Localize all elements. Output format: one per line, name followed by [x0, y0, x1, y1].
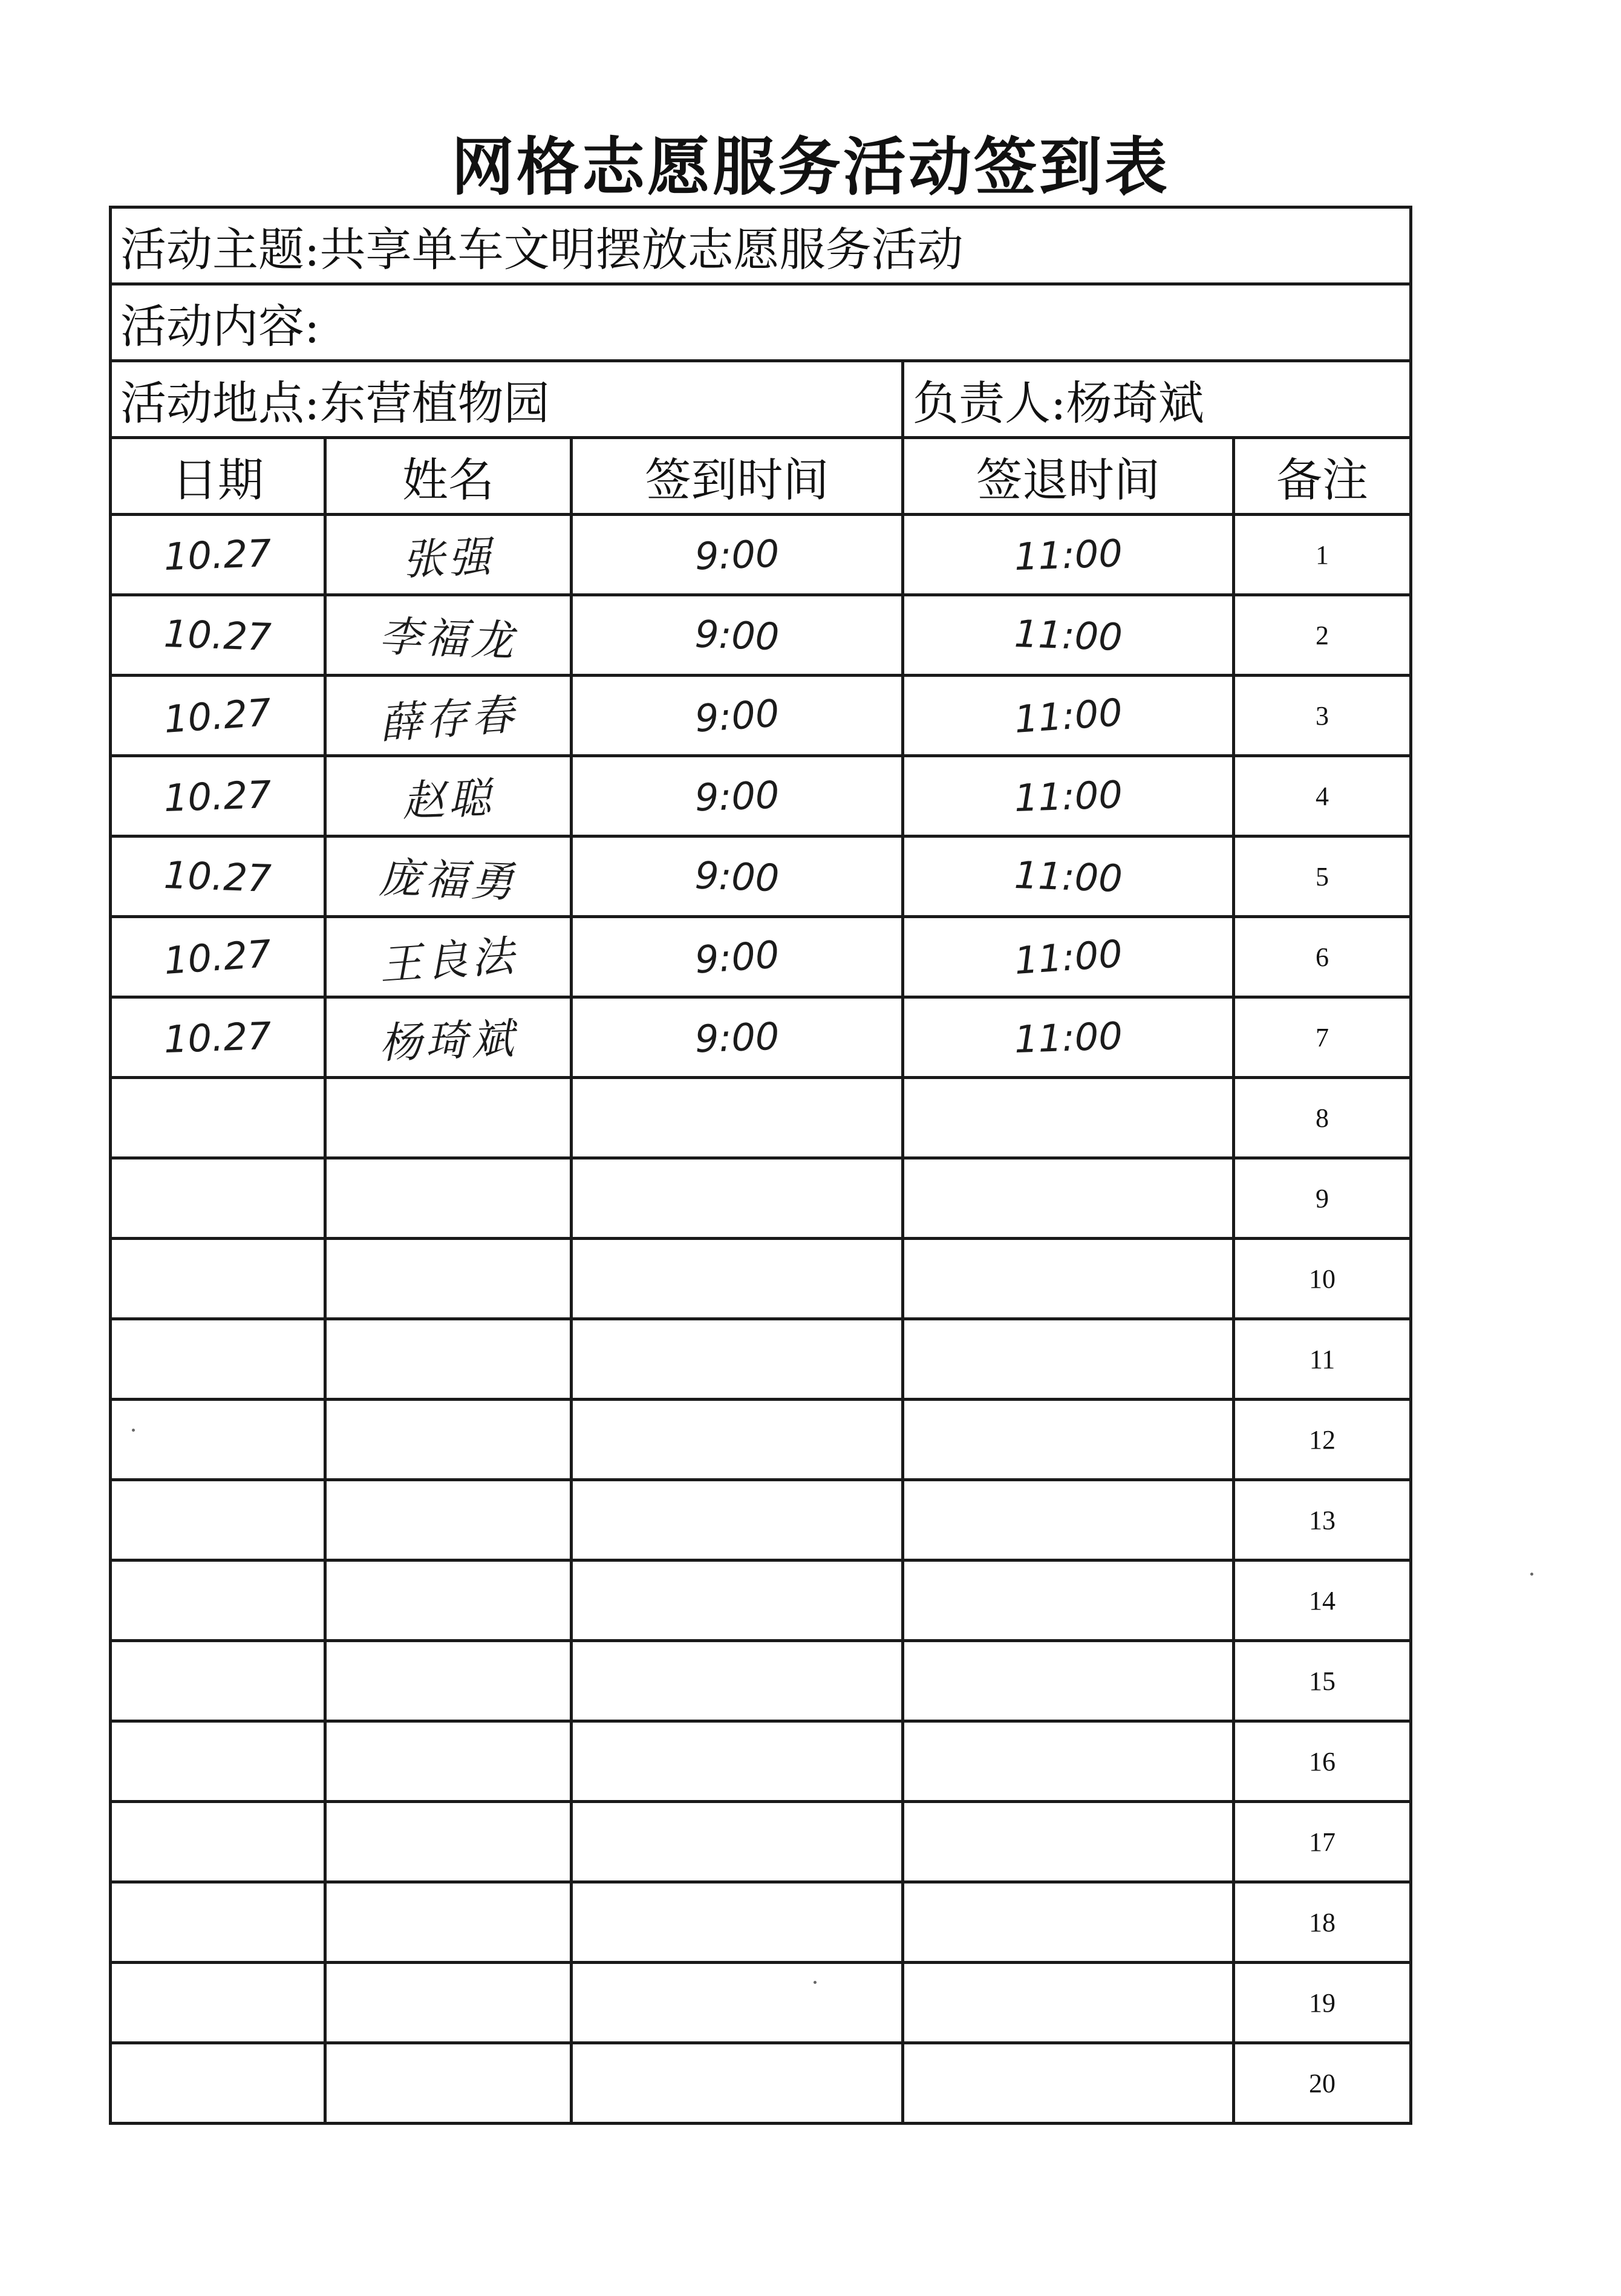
handwritten-signout: 11:00	[1013, 1013, 1123, 1062]
handwritten-date: 10.27	[163, 1013, 272, 1062]
note-cell	[1234, 756, 1411, 837]
handwritten-date: 10.27	[162, 690, 273, 742]
note-cell	[1234, 2043, 1411, 2124]
form-title: 网格志愿服务活动签到表	[451, 129, 1170, 204]
signout-time-cell	[903, 1882, 1234, 1963]
handwritten-signin: 9:00	[694, 531, 780, 578]
row-number: 2	[1316, 620, 1329, 650]
signin-time-cell	[572, 917, 903, 997]
note-cell	[1234, 1882, 1411, 1963]
row-number: 14	[1309, 1585, 1336, 1616]
signout-time-cell	[903, 1480, 1234, 1561]
date-cell	[111, 1239, 325, 1319]
row-number: 16	[1309, 1746, 1336, 1776]
signout-time-cell	[903, 1239, 1234, 1319]
signin-table	[109, 206, 1412, 2125]
note-cell	[1234, 1802, 1411, 1882]
handwritten-signin: 9:00	[694, 612, 780, 659]
table-row	[111, 2043, 1411, 2124]
date-cell	[111, 1400, 325, 1480]
handwritten-signout: 11:00	[1013, 611, 1123, 659]
table-row	[111, 1561, 1411, 1641]
note-cell	[1234, 1721, 1411, 1802]
signin-time-cell	[572, 1882, 903, 1963]
row-number: 10	[1309, 1264, 1336, 1294]
name-cell	[325, 1158, 572, 1239]
row-number: 13	[1309, 1505, 1336, 1535]
table-row	[111, 1882, 1411, 1963]
name-cell	[325, 837, 572, 917]
name-cell	[325, 1480, 572, 1561]
scan-speck	[814, 1981, 817, 1984]
date-cell	[111, 1802, 325, 1882]
table-row	[111, 1158, 1411, 1239]
header-signin-time: 签到时间	[572, 438, 903, 515]
handwritten-signin: 9:00	[693, 690, 781, 741]
handwritten-signin: 9:00	[694, 853, 780, 900]
handwritten-date: 10.27	[163, 611, 272, 659]
row-number: 11	[1309, 1344, 1336, 1374]
handwritten-signout: 11:00	[1013, 772, 1123, 820]
signout-time-cell	[903, 1802, 1234, 1882]
name-cell	[325, 1239, 572, 1319]
note-cell	[1234, 676, 1411, 756]
signin-time-cell	[572, 1319, 903, 1400]
row-number: 9	[1316, 1183, 1329, 1213]
date-cell	[111, 515, 325, 595]
handwritten-name: 李福龙	[378, 611, 518, 666]
signout-time-cell	[903, 1400, 1234, 1480]
signin-time-cell	[572, 1721, 903, 1802]
signout-time-cell	[903, 676, 1234, 756]
scan-speck	[1530, 1573, 1533, 1576]
row-number: 17	[1309, 1827, 1336, 1857]
date-cell	[111, 595, 325, 676]
handwritten-date: 10.27	[162, 931, 273, 983]
name-cell	[325, 1400, 572, 1480]
signin-time-cell	[572, 1158, 903, 1239]
note-cell	[1234, 515, 1411, 595]
note-cell	[1234, 1561, 1411, 1641]
signout-time-cell	[903, 1721, 1234, 1802]
signout-time-cell	[903, 997, 1234, 1078]
date-cell	[111, 1561, 325, 1641]
signout-time-cell	[903, 1641, 1234, 1721]
name-cell	[325, 756, 572, 837]
handwritten-signin: 9:00	[694, 1014, 780, 1061]
name-cell	[325, 1963, 572, 2043]
signout-time-cell	[903, 756, 1234, 837]
signin-time-cell	[572, 997, 903, 1078]
handwritten-date: 10.27	[163, 852, 272, 901]
name-cell	[325, 676, 572, 756]
signin-time-cell	[572, 1641, 903, 1721]
signin-time-cell	[572, 1802, 903, 1882]
date-cell	[111, 917, 325, 997]
handwritten-signout: 11:00	[1013, 690, 1124, 742]
name-cell	[325, 595, 572, 676]
name-cell	[325, 997, 572, 1078]
row-number: 6	[1316, 942, 1329, 972]
note-cell	[1234, 1641, 1411, 1721]
table-row	[111, 1721, 1411, 1802]
date-cell	[111, 756, 325, 837]
table-row	[111, 1963, 1411, 2043]
note-cell	[1234, 595, 1411, 676]
note-cell	[1234, 1963, 1411, 2043]
activity-location: 活动地点:东营植物园	[111, 361, 903, 438]
handwritten-date: 10.27	[163, 530, 272, 579]
signin-time-cell	[572, 1400, 903, 1480]
date-cell	[111, 1480, 325, 1561]
row-number: 15	[1309, 1666, 1336, 1696]
name-cell	[325, 1802, 572, 1882]
table-row	[111, 756, 1411, 837]
handwritten-signout: 11:00	[1013, 931, 1124, 983]
date-cell	[111, 997, 325, 1078]
note-cell	[1234, 1319, 1411, 1400]
note-cell	[1234, 917, 1411, 997]
row-number: 4	[1316, 781, 1329, 811]
row-number: 7	[1316, 1022, 1329, 1052]
table-row	[111, 917, 1411, 997]
name-cell	[325, 2043, 572, 2124]
table-row	[111, 837, 1411, 917]
signin-time-cell	[572, 1963, 903, 2043]
handwritten-name: 庞福勇	[378, 852, 518, 907]
table-row	[111, 1641, 1411, 1721]
date-cell	[111, 2043, 325, 2124]
signout-time-cell	[903, 837, 1234, 917]
note-cell	[1234, 1480, 1411, 1561]
name-cell	[325, 1319, 572, 1400]
note-cell	[1234, 1078, 1411, 1158]
name-cell	[325, 917, 572, 997]
row-number: 3	[1316, 700, 1329, 731]
table-row	[111, 997, 1411, 1078]
table-row	[111, 1319, 1411, 1400]
row-number: 5	[1316, 861, 1329, 892]
row-number: 20	[1309, 2068, 1336, 2098]
table-row	[111, 1239, 1411, 1319]
signout-time-cell	[903, 1078, 1234, 1158]
date-cell	[111, 1963, 325, 2043]
date-cell	[111, 1158, 325, 1239]
row-number: 18	[1309, 1907, 1336, 1937]
signin-time-cell	[572, 676, 903, 756]
date-cell	[111, 676, 325, 756]
date-cell	[111, 1078, 325, 1158]
table-row	[111, 1802, 1411, 1882]
signout-time-cell	[903, 1319, 1234, 1400]
signin-time-cell	[572, 515, 903, 595]
row-number: 19	[1309, 1988, 1336, 2018]
name-cell	[325, 1721, 572, 1802]
handwritten-signin: 9:00	[694, 772, 780, 820]
note-cell	[1234, 837, 1411, 917]
header-name: 姓名	[325, 438, 572, 515]
row-number: 1	[1316, 540, 1329, 570]
table-row	[111, 515, 1411, 595]
activity-theme: 活动主题:共享单车文明摆放志愿服务活动	[111, 207, 1411, 284]
note-cell	[1234, 997, 1411, 1078]
signout-time-cell	[903, 917, 1234, 997]
signin-time-cell	[572, 1078, 903, 1158]
handwritten-signout: 11:00	[1013, 530, 1123, 579]
handwritten-name: 薛存春	[377, 689, 519, 749]
person-in-charge: 负责人:杨琦斌	[903, 361, 1411, 438]
header-signout-time: 签退时间	[903, 438, 1234, 515]
signin-time-cell	[572, 837, 903, 917]
signin-time-cell	[572, 595, 903, 676]
table-row	[111, 676, 1411, 756]
signout-time-cell	[903, 1963, 1234, 2043]
signout-time-cell	[903, 2043, 1234, 2124]
name-cell	[325, 515, 572, 595]
date-cell	[111, 1319, 325, 1400]
handwritten-name: 杨琦斌	[378, 1013, 518, 1068]
signout-time-cell	[903, 515, 1234, 595]
name-cell	[325, 1561, 572, 1641]
row-number: 8	[1316, 1103, 1329, 1133]
signin-time-cell	[572, 1561, 903, 1641]
table-row	[111, 1480, 1411, 1561]
note-cell	[1234, 1158, 1411, 1239]
signin-time-cell	[572, 2043, 903, 2124]
table-row	[111, 1400, 1411, 1480]
handwritten-name: 王良法	[377, 930, 519, 990]
handwritten-date: 10.27	[163, 772, 272, 820]
note-cell	[1234, 1400, 1411, 1480]
table-row	[111, 1078, 1411, 1158]
row-number: 12	[1309, 1424, 1336, 1455]
signin-time-cell	[572, 756, 903, 837]
header-note: 备注	[1234, 438, 1411, 515]
handwritten-signout: 11:00	[1013, 852, 1123, 901]
handwritten-name: 赵聪	[401, 772, 495, 826]
date-cell	[111, 1721, 325, 1802]
signout-time-cell	[903, 1561, 1234, 1641]
signout-time-cell	[903, 1158, 1234, 1239]
name-cell	[325, 1641, 572, 1721]
activity-content: 活动内容:	[111, 284, 1411, 361]
date-cell	[111, 837, 325, 917]
handwritten-name: 张强	[401, 531, 495, 585]
signin-time-cell	[572, 1239, 903, 1319]
handwritten-signin: 9:00	[693, 931, 781, 982]
header-date: 日期	[111, 438, 325, 515]
name-cell	[325, 1882, 572, 1963]
table-header-row	[111, 438, 1411, 515]
table-row	[111, 595, 1411, 676]
date-cell	[111, 1882, 325, 1963]
scan-speck	[132, 1429, 135, 1432]
date-cell	[111, 1641, 325, 1721]
name-cell	[325, 1078, 572, 1158]
signin-time-cell	[572, 1480, 903, 1561]
signout-time-cell	[903, 595, 1234, 676]
note-cell	[1234, 1239, 1411, 1319]
